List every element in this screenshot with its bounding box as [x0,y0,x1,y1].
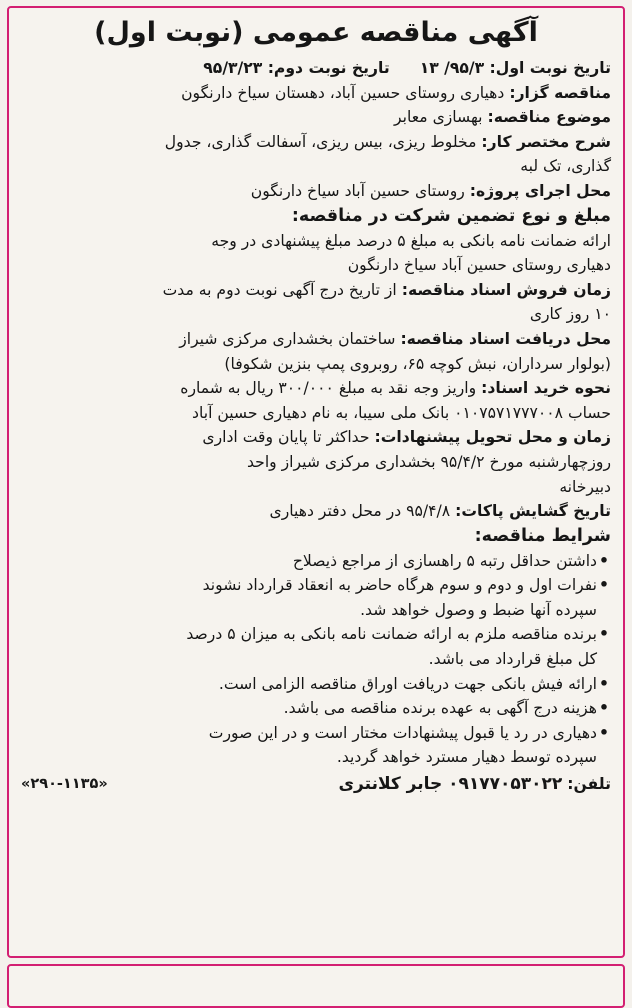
description-label: شرح مختصر کار: [481,132,611,151]
purchase-line-1: واریز وجه نقد به مبلغ ۳۰۰/۰۰۰ ریال به شماره [180,379,477,398]
phone-value: ۰۹۱۷۷۰۵۳۰۲۲ جابر کلانتری [338,774,563,795]
purchase-row [21,376,611,401]
contact [338,772,611,797]
organizer-row [21,81,611,106]
receipt-place-label: محل دریافت اسناد مناقصه: [400,329,611,348]
subject-label: موضوع مناقصه: [487,108,611,127]
receipt-place-row [21,327,611,352]
condition-text: داشتن حداقل رتبه ۵ راهسازی از مراجع ذیصلاح [292,551,597,570]
purchase-line-2: حساب ۰۱۰۷۵۷۱۷۷۷۰۰۸ بانک ملی سیبا، به نام دهیاری حسین آباد [192,403,611,422]
description-line-2: گذاری، تک لبه [520,157,611,176]
condition-text: برنده مناقصه ملزم به ارائه ضمانت نامه بانکی به میزان ۵ درصد [186,625,597,644]
opening-value: ۹۵/۴/۸ در محل دفتر دهیاری [269,502,451,521]
next-ad-border [7,964,625,1008]
condition-item [21,573,611,622]
condition-item [21,549,611,574]
condition-item [21,721,611,770]
ad-title: آگهی مناقصه عمومی (نوبت اول) [94,17,538,48]
location-label: محل اجرای پروژه: [469,181,611,200]
publication-dates [21,56,611,81]
guarantee-line-1: ارائه ضمانت نامه بانکی به مبلغ ۵ درصد مبلغ پیشنهادی در وجه [211,231,611,250]
tender-ad [7,6,625,958]
condition-text: سپرده آنها ضبط و وصول خواهد شد. [360,600,597,619]
phone-label: تلفن: [567,775,611,794]
condition-item [21,622,611,671]
subject-value: بهسازی معابر [394,108,483,127]
bullet-icon: • [599,699,609,718]
footer [21,772,611,797]
location-value: روستای حسین آباد سیاخ دارنگون [250,181,465,200]
receipt-place-line-2: (بولوار سرداران، نبش کوچه ۶۵، روبروی پمپ بنزین شکوفا) [224,354,611,373]
condition-text: هزینه درج آگهی به عهده برنده مناقصه می باشد. [283,699,597,718]
submission-line-3: دبیرخانه [559,477,611,496]
sale-time-row [21,278,611,303]
organizer-label: مناقصه گزار: [509,83,611,102]
submission-label: زمان و محل تحویل پیشنهادات: [374,428,611,447]
condition-item [21,696,611,721]
guarantee-line-2: دهیاری روستای حسین آباد سیاخ دارنگون [347,256,611,275]
condition-text: نفرات اول و دوم و سوم هرگاه حاضر به انعقاد قرارداد نشوند [202,576,597,595]
submission-row [21,425,611,450]
submission-line-2: روزچهارشنبه مورخ ۹۵/۴/۲ بخشداری مرکزی شیراز واحد [247,452,611,471]
sale-time-line-2: ۱۰ روز کاری [529,305,611,324]
sale-time-line-1: از تاریخ درج آگهی نوبت دوم به مدت [162,280,397,299]
guarantee-heading: مبلغ و نوع تضمین شرکت در مناقصه: [291,205,611,226]
bullet-icon: • [599,551,609,570]
opening-row [21,499,611,524]
bullet-icon: • [599,723,609,742]
sale-time-label: زمان فروش اسناد مناقصه: [401,280,611,299]
condition-text: سپرده توسط دهیار مسترد خواهد گردید. [336,748,597,767]
bullet-icon: • [599,674,609,693]
submission-line-1: حداکثر تا پایان وقت اداری [202,428,370,447]
opening-label: تاریخ گشایش پاکات: [455,502,611,521]
description-row [21,130,611,155]
condition-text: کل مبلغ قرارداد می باشد. [428,650,597,669]
organizer-value: دهیاری روستای حسین آباد، دهستان سیاخ دارنگون [181,83,505,102]
subject-row [21,105,611,130]
description-line-1: مخلوط ریزی، بیس ریزی، آسفالت گذاری، جدول [164,132,477,151]
conditions-heading: شرایط مناقصه: [474,525,611,546]
condition-item [21,672,611,697]
purchase-label: نحوه خرید اسناد: [481,379,611,398]
condition-text: دهیاری در رد یا قبول پیشنهادات مختار است و در این صورت [208,723,597,742]
condition-text: ارائه فیش بانکی جهت دریافت اوراق مناقصه الزامی است. [218,674,597,693]
second-date: تاریخ نوبت دوم: ۹۵/۳/۲۳ [203,59,390,77]
ad-code: «۲۹۰-۱۱۳۵» [21,776,108,793]
first-date: تاریخ نوبت اول: ۹۵/۳/ ۱۳ [419,59,611,77]
bullet-icon: • [599,576,609,595]
location-row [21,179,611,204]
receipt-place-line-1: ساختمان بخشداری مرکزی شیراز [179,329,396,348]
bullet-icon: • [599,625,609,644]
